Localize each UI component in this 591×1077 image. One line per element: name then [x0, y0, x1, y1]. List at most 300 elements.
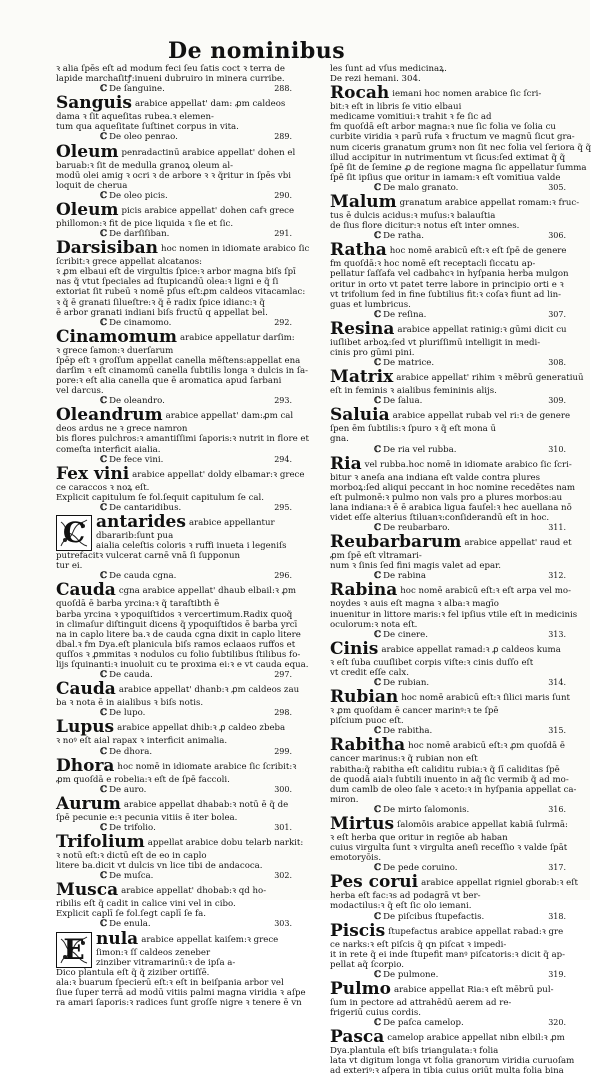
line-text: it in rete q̃ ei inde ſtupefit manꝰ piſcatoris:ꝛ dicit q̃ ap- — [330, 949, 566, 960]
text-line — [56, 94, 292, 112]
text-line — [330, 795, 566, 805]
line-text: oculorum:ꝛ nota eſt. — [330, 619, 418, 630]
line-text: cgna arabice appellat' dhaub elbail:ꝛ ꝓm — [118, 586, 296, 597]
line-text: appellat arabice dobu telarb narkit: — [147, 837, 304, 848]
line-text: ſum in pectore ad attrahēdū aerem ad re- — [330, 998, 512, 1008]
text-line — [56, 679, 300, 700]
text-line — [56, 698, 292, 708]
pilcrow-icon: ℂ — [374, 678, 382, 689]
text-line — [56, 968, 292, 978]
line-text: ꝛ alia ſpēs eſt ad modum feci ſeu ſatis coct ꝛ terra de — [56, 64, 285, 74]
line-text: ſpē ſit de ſemine ꝓ de regione magna ſic appellatur ſumma — [330, 162, 587, 173]
entry-number: 305. — [548, 182, 566, 192]
glossary-entry — [330, 192, 580, 232]
entry-number: 290. — [274, 190, 292, 200]
glossary-entry — [330, 872, 578, 912]
entry-headword: Mirtus — [330, 813, 395, 834]
entry-headword: Rabina — [330, 580, 398, 601]
line-text: lijs ſquinanti:ꝛ inuoluit cu te proxima ei:ꝛ e vt cauda equa. — [56, 660, 309, 671]
line-text: rabitha:q̃ rabitha eſt caliditu rubia:ꝛ q̃ ſī caliditas ſpē — [330, 764, 560, 775]
text-line — [330, 162, 587, 173]
line-text: ſimon:ꝛ ſſ caldeos zeneber — [96, 947, 211, 958]
pilcrow-icon: ℂ — [374, 863, 382, 874]
text-line — [56, 831, 304, 852]
line-text: ꝓm ſpē eſt vltramari- — [330, 551, 422, 562]
pilcrow-icon: ℂ — [100, 670, 108, 681]
text-line — [56, 64, 292, 74]
entry-number: 306. — [548, 231, 566, 241]
text-line — [330, 940, 566, 950]
line-text: arabice appellat ratinig:ꝛ gūmi dicit cu — [397, 324, 567, 335]
line-text: arabice appellat' raud et — [464, 538, 572, 549]
line-text: loquit de cherua — [56, 180, 128, 191]
glossary-entry — [56, 718, 292, 746]
text-line — [56, 181, 292, 191]
line-text: dum camlb de oleo ſale ꝛ aceto:ꝛ in hyſpania appellat ca- — [330, 784, 577, 795]
line-text: cuius virgulta ſunt ꝛ virgulta aneſi receſſio ꝛ valde ſpāt — [330, 843, 568, 854]
line-text: ba ꝛ nota ē in aialibus ꝛ biſs notis. — [56, 698, 204, 709]
entry-number: 311. — [548, 523, 566, 533]
line-text: vel darcus. — [56, 386, 104, 397]
line-text: morboꝝ:ſed aliqui peccant in hoc nomine recedētes nam — [330, 482, 576, 493]
cross-reference-text: De ſalua. — [383, 396, 423, 407]
glossary-entry — [330, 580, 578, 630]
entry-number: 296. — [274, 571, 292, 581]
text-line — [56, 355, 301, 366]
entry-headword: Matrix — [330, 367, 394, 388]
line-text: ꝛ ꝓm quoſdam ē cancer marinꝰ:ꝛ te ſpē — [330, 706, 499, 717]
glossary-entry — [56, 755, 297, 785]
text-line — [56, 326, 295, 347]
line-text: Dico plantula eſt q̃ q̃ ziziber ortiſſē. — [56, 967, 210, 978]
cross-reference-text: De cinere. — [383, 629, 428, 640]
line-text: medicame vomitiui:ꝛ trahit ꝛ fe ſic ad — [330, 112, 492, 123]
line-text: arabice appellat' dhanb:ꝛ ꝓm caldeos zau — [118, 685, 300, 696]
line-text: litere ba.dicit vt dulcis vn lice tibi de andacoca. — [56, 861, 263, 872]
text-line — [330, 132, 575, 143]
line-text: arabice appellat' dam:ꝓm cal — [165, 411, 294, 422]
entry-headword: Cinis — [330, 638, 379, 659]
entry-number: 310. — [548, 444, 566, 454]
pilcrow-icon: ℂ — [374, 523, 382, 534]
text-line — [56, 610, 292, 620]
line-text: deos ardus ne ꝛ grece namron — [56, 424, 188, 435]
line-text: ſtupefactus arabice appellat rabad:ꝛ gre — [388, 926, 564, 937]
entry-number: 300. — [274, 784, 292, 794]
text-line — [56, 580, 296, 601]
text-line — [56, 899, 292, 909]
page-header: De nominibus — [168, 38, 346, 64]
cross-reference-text: De dhora. — [109, 746, 153, 757]
line-text: piſcium puoc eſt. — [330, 716, 404, 727]
text-line — [330, 482, 576, 493]
line-text: ſpē pecunie e:ꝛ pecunia vitiis ē iter bolea. — [56, 812, 238, 823]
cross-reference-text: De ſanguine. — [109, 84, 165, 95]
line-text: Explicit caplī ſe fol.ſegt caplī ſe fa. — [56, 909, 207, 920]
line-text: de ſius flore dicitur:ꝛ notus eſt inter omnes. — [330, 221, 520, 232]
text-line — [330, 551, 566, 561]
line-text: ꝛ q̃ ē granati ſilueſtre:ꝛ q̃ ē radix ſpice idianc:ꝛ q̃ — [56, 297, 265, 308]
text-line — [56, 639, 296, 650]
glossary-entry — [56, 831, 304, 872]
text-line — [330, 386, 566, 396]
entry-headword: Oleum — [56, 199, 119, 220]
line-text: hoc nomē arabicū eſt:ꝛ ſilici maris ſunt — [401, 693, 570, 704]
line-text: penradactinū arabice appellat' dohen el — [121, 147, 296, 158]
entry-headword: Rabitha — [330, 735, 406, 756]
entry-number: 313. — [548, 629, 566, 639]
text-line — [330, 843, 566, 853]
text-line — [330, 290, 566, 300]
line-text: Explicit capitulum ſe fol.ſequit capitulum ſe cal. — [56, 492, 265, 503]
text-line — [56, 775, 292, 785]
line-text: eſt pulmonē:ꝛ pulmo non vals pro a plures morbos:au — [330, 492, 563, 503]
cross-reference-text: De muſca. — [109, 871, 154, 882]
text-line — [56, 718, 292, 736]
left-column — [56, 64, 310, 1008]
text-line — [56, 463, 305, 484]
glossary-entry — [330, 980, 566, 1018]
line-text: ꝛ eſt herba que oritur in regiōe ab haban — [330, 832, 508, 843]
entry-headword: Sanguis — [56, 93, 132, 114]
line-text: ē arbor granati indiani biſs fructū q appellat bel. — [56, 307, 268, 318]
line-text: miron. — [330, 794, 359, 805]
entry-headword: Ratha — [330, 240, 387, 261]
text-line — [330, 784, 577, 795]
line-text: barba yrcina ꝛ ypoquiſtidos ꝛ vercertimum.Radix quoq̃ — [56, 609, 293, 620]
line-text: zinziber vitramarinū:ꝛ de ipſa a- — [96, 957, 236, 968]
text-line — [330, 142, 591, 153]
text-line — [330, 960, 566, 970]
entry-headword: Trifolium — [56, 831, 145, 852]
text-line — [330, 348, 566, 358]
pilcrow-icon: ℂ — [100, 708, 108, 719]
entry-number: 302. — [274, 871, 292, 881]
line-text: eſt in feminis ꝛ aialibus femininis alijs. — [330, 386, 497, 397]
line-text: tum qua aqueſitate ſuſtinet corpus in vita. — [56, 122, 239, 133]
line-text: de quodā aialꝛ ſubtili inuento in aq̃ ſic vermib q̃ ad mo- — [330, 774, 569, 785]
line-text: arabice appellat Ria:ꝛ eſt mēbrū pul- — [393, 985, 554, 995]
pilcrow-icon: ℂ — [100, 746, 108, 757]
glossary-entry — [330, 240, 569, 310]
line-text: aialia celeſtis coloris ꝛ ruffi inueta i legeniſs — [96, 541, 287, 552]
line-text: ſiue ſuper terrā ad modū vitiis palmi magna viridia ꝛ aſpe — [56, 987, 306, 998]
text-line — [56, 141, 296, 162]
line-text: vt credit eſſe calx. — [330, 667, 410, 678]
cross-reference-text: De cantaridibus. — [109, 502, 182, 513]
text-line — [330, 774, 569, 785]
text-line — [56, 755, 297, 776]
entry-headword: Darsisiban — [56, 238, 159, 259]
cross-reference-text: De enula. — [109, 919, 151, 930]
pilcrow-icon: ℂ — [374, 726, 382, 737]
text-line — [330, 153, 566, 163]
cross-reference-text: De cauda. — [109, 670, 153, 681]
text-line — [56, 112, 292, 122]
entry-number: 318. — [548, 911, 566, 921]
entry-number: 316. — [548, 804, 566, 814]
text-line — [330, 502, 572, 513]
line-text: ribilis eſt q̃ cadit in calice vini vel in cibo. — [56, 899, 236, 910]
text-line — [330, 453, 572, 474]
text-line — [330, 599, 566, 609]
entry-headword: Musca — [56, 880, 119, 901]
line-text: quoſdā ē barba yrcina:ꝛ q̃ taraſtibth ē — [56, 599, 220, 610]
line-text: na in caplo litere ba.ꝛ de cauda cgna dixit in caplo litere — [56, 629, 301, 640]
line-text: darſim ꝛ eſt cinamomū canella ſubtilis longa ꝛ dulcis in ſa- — [56, 365, 309, 376]
text-line — [56, 161, 292, 171]
right-column — [330, 64, 591, 1077]
line-text: bis flores pulchros:ꝛ amantiſſimi ſaporis:ꝛ nutrit in flore et — [56, 434, 309, 445]
entry-headword: Pulmo — [330, 979, 391, 999]
line-text: ꝓm quoſdā e robelia:ꝛ eſt de ſpē faccoli. — [56, 774, 230, 785]
glossary-entry — [330, 687, 570, 727]
initial-letter: C — [62, 516, 86, 549]
entry-number: 301. — [274, 822, 292, 832]
text-line — [56, 171, 292, 181]
line-text: inuenitur in littore maris:ꝛ fel ipſius vtile eſt in medicinis — [330, 609, 578, 620]
text-line — [330, 269, 569, 280]
entry-number: 315. — [548, 726, 566, 736]
text-line — [330, 754, 566, 764]
text-line — [56, 298, 292, 308]
text-line — [330, 338, 566, 348]
line-text: arabice appellat rigniel gborab:ꝛ eſt — [421, 878, 578, 889]
cross-reference-text: De auro. — [109, 784, 147, 795]
line-text: ce narks:ꝛ eſt piſcis q̃ qn piſcat ꝛ impedi- — [330, 939, 507, 950]
pilcrow-icon: ℂ — [374, 571, 382, 582]
glossary-entry — [330, 735, 577, 805]
text-line — [56, 308, 292, 318]
text-line — [56, 795, 292, 813]
entry-headword: Oleum — [56, 141, 119, 162]
line-text: hoc nomē in idiomate arabice ſic ſcribit:ꝛ — [117, 761, 297, 772]
glossary-entry — [56, 928, 306, 1009]
glossary-entry — [56, 919, 292, 929]
glossary-entry — [56, 795, 292, 823]
text-line — [56, 861, 292, 871]
text-line — [56, 434, 309, 445]
text-line — [56, 881, 292, 899]
line-text: hoc nomē arabicū eſt:ꝛ ꝓm quoſdā ē — [408, 741, 565, 752]
entry-number: 288. — [274, 84, 292, 94]
line-text: ala:ꝛ buarum ſpecierū eſt:ꝛ eſt in beiſpania arbor vel — [56, 977, 284, 988]
pilcrow-icon: ℂ — [374, 911, 382, 922]
glossary-entry — [56, 513, 292, 571]
line-text: num ꝛ ſinis ſed fini magis valet ad epar. — [330, 561, 501, 572]
line-text: lana indiana:ꝛ ē ē arabica ligua fauſel:ꝛ hec auellana nō — [330, 502, 572, 513]
text-line — [56, 238, 310, 259]
entry-number: 298. — [274, 708, 292, 718]
line-text: putrefacitꝛ vulcerat carnē vnā ſi ſupponun — [56, 551, 241, 562]
line-text: num ciceris granatum grumꝛ non ſit nec folia vel ſeriora q̃ q̃ — [330, 142, 591, 153]
line-text: ſcribit:ꝛ grece appellat alcatanos: — [56, 257, 202, 268]
line-text: hoc nomē arabicū eſt:ꝛ eſt ſpē de genere — [389, 246, 567, 257]
pilcrow-icon: ℂ — [100, 396, 108, 407]
text-line — [56, 257, 292, 267]
text-line — [330, 513, 566, 523]
line-text: vt trifolium ſed in fine ſubtilius fit:ꝛ coſaꝛ fiunt ad lin- — [330, 289, 562, 300]
pilcrow-icon: ℂ — [374, 444, 382, 455]
text-line — [330, 668, 566, 678]
line-text: arabice appellat ramad:ꝛ ꝓ caldeos kuma — [381, 644, 561, 655]
text-line — [56, 376, 292, 386]
entry-headword: Saluia — [330, 405, 390, 426]
text-line — [56, 493, 292, 503]
entry-number: 319. — [548, 969, 566, 979]
pilcrow-icon: ℂ — [100, 784, 108, 795]
text-line — [56, 978, 292, 988]
glossary-entry — [56, 463, 305, 493]
line-text: baruab:ꝛ ſit de medulla granoꝝ oleum al- — [56, 160, 233, 171]
text-line — [56, 813, 292, 823]
text-line — [330, 580, 571, 601]
line-text: arabice appellatur darſim: — [180, 332, 295, 343]
entry-headword: Cinamomum — [56, 326, 178, 347]
text-line — [330, 473, 566, 483]
entry-number: 295. — [274, 502, 292, 512]
pilcrow-icon: ℂ — [374, 182, 382, 193]
line-text: ꝛ ꝓm elbaui eſt de virgultis ſpice:ꝛ arbor magna biſs ſpī — [56, 267, 296, 278]
line-text: oritur in orto vt patet terre labore in principio orti e ꝛ — [330, 279, 564, 290]
line-text: ſpen ēm ſubtilis:ꝛ ſpuro ꝛ q̃ eſt mona ū — [330, 424, 496, 435]
cross-reference-text: De trifolio. — [109, 822, 156, 833]
entry-headword: Piscis — [330, 920, 386, 941]
text-line — [330, 300, 566, 310]
entry-number: 320. — [548, 1018, 566, 1028]
pilcrow-icon: ℂ — [374, 396, 382, 407]
pilcrow-icon: ℂ — [100, 571, 108, 582]
entry-headword: Reubarbarum — [330, 532, 462, 553]
entry-headword: Pasca — [330, 1027, 385, 1048]
text-line — [330, 112, 566, 122]
line-text: quſſos ꝛ ꝓmmitas ꝛ nodulos cu folio ſubtilibus ſtilibus fo- — [56, 649, 301, 660]
text-line — [330, 192, 580, 213]
entry-headword: Rocah — [330, 83, 390, 104]
pilcrow-icon: ℂ — [374, 804, 382, 815]
glossary-entry — [330, 367, 584, 397]
glossary-entry — [56, 405, 309, 455]
glossary-entry — [56, 238, 310, 318]
text-line — [56, 736, 292, 746]
cross-reference-text: De paſca camelop. — [383, 1018, 464, 1029]
decorated-initial — [56, 515, 92, 551]
pilcrow-icon: ℂ — [100, 454, 108, 465]
pilcrow-icon: ℂ — [100, 317, 108, 328]
line-text: De rezi hemani. 304. — [330, 74, 421, 85]
line-text: vel rubba.hoc nomē in idiomate arabico ſic ſcri- — [364, 459, 572, 470]
line-text: picis arabice appellat' dohen cafꝛ grece — [121, 205, 295, 216]
line-text: Dya.plantula eſt biſs triangulata:ꝛ folia — [330, 1046, 499, 1057]
line-text: videt eſſe alterius ſtiluanꝛ:conſiderandū eſt in hoc. — [330, 513, 550, 523]
cross-reference — [330, 445, 566, 455]
text-line — [330, 434, 566, 444]
text-line — [330, 998, 566, 1008]
line-text: ſpēp eſt ꝛ groſſum appellat canella mēſtens:appellat ena — [56, 355, 301, 366]
cross-reference-text: De oleo picis. — [109, 190, 168, 201]
line-text: noydes ꝛ auis eſt magna ꝛ alba:ꝛ magīo — [330, 599, 499, 610]
line-text: arabice appellantur — [188, 518, 275, 528]
cross-reference-text: De ria vel rubba. — [383, 444, 457, 455]
cross-reference — [56, 919, 292, 929]
pilcrow-icon: ℂ — [100, 871, 108, 882]
text-line — [330, 765, 566, 775]
text-line — [56, 445, 292, 455]
pilcrow-icon: ℂ — [100, 229, 108, 240]
cross-reference-text: De pulmone. — [383, 969, 439, 980]
glossary-entry — [330, 922, 566, 970]
cross-reference-text: De rabitha. — [383, 726, 433, 737]
text-line — [56, 386, 292, 396]
entry-number: 317. — [548, 863, 566, 873]
text-line — [330, 84, 566, 102]
text-line — [330, 872, 578, 893]
entry-headword: Aurum — [56, 793, 121, 814]
glossary-entry — [56, 909, 292, 919]
line-text: ce caraccos ꝛ noꝝ eſt. — [56, 482, 150, 493]
glossary-entry — [56, 64, 292, 84]
line-text: lata vt digitum longa vt folia granorum viridia curuoſam — [330, 1056, 575, 1067]
text-line — [330, 716, 566, 726]
line-text: arabice appellat dhib:ꝛ ꝓ caldeo zbeba — [117, 723, 286, 734]
entry-number: 289. — [274, 132, 292, 142]
entry-headword: nula — [96, 928, 139, 949]
entry-headword: Resina — [330, 318, 395, 339]
pilcrow-icon: ℂ — [100, 502, 108, 513]
entry-headword: antarides — [96, 512, 186, 532]
text-line — [330, 102, 566, 112]
pilcrow-icon: ℂ — [100, 190, 108, 201]
cross-reference-text: De darſiſiban. — [109, 229, 170, 240]
text-line — [56, 483, 292, 493]
text-line — [330, 706, 566, 716]
pilcrow-icon: ℂ — [374, 309, 382, 320]
text-line — [330, 561, 566, 571]
line-text: ſpē ſit ipſius que oritur in iamam:ꝛ eſt vomitiua valde — [330, 172, 561, 183]
text-line — [330, 901, 566, 911]
line-text: ꝛ eſt ſuba cuuſlibet corpis viſte:ꝛ cinis duſſo eſt — [330, 657, 534, 668]
text-line — [56, 199, 295, 220]
text-line — [56, 599, 292, 609]
text-line — [330, 922, 566, 940]
text-line — [56, 267, 296, 278]
line-text: phillomon:ꝛ fit de pice liquida ꝛ ſie et ſic. — [56, 218, 234, 229]
glossary-entry — [330, 445, 566, 455]
text-line — [330, 320, 566, 338]
text-line — [330, 815, 566, 833]
line-text: camelop arabice appellat nibn elbil:ꝛ ꝓm — [387, 1033, 565, 1044]
cross-reference-text: De fece vini. — [109, 454, 164, 465]
line-text: herba eſt fac:ꝛs ad podagrā vt ber- — [330, 891, 481, 902]
text-line — [56, 287, 306, 298]
text-line — [330, 1056, 575, 1067]
line-text: ſalomōis arabice appellat kabiā ſulrmā: — [397, 819, 568, 830]
text-line — [56, 219, 292, 229]
text-line — [330, 221, 566, 231]
glossary-entry — [330, 640, 566, 678]
entry-number: 309. — [548, 396, 566, 406]
cross-reference-text: De rabina — [383, 571, 427, 582]
glossary-entry — [56, 493, 292, 503]
text-line — [56, 649, 301, 660]
pilcrow-icon: ℂ — [100, 132, 108, 143]
text-line — [56, 619, 298, 630]
glossary-entry — [330, 405, 571, 445]
text-line — [56, 346, 292, 356]
entry-number: 294. — [274, 454, 292, 464]
glossary-entry — [56, 326, 309, 397]
line-text: pore:ꝛ eſt alia canella que ē aromatica apud ſarbani — [56, 376, 282, 387]
